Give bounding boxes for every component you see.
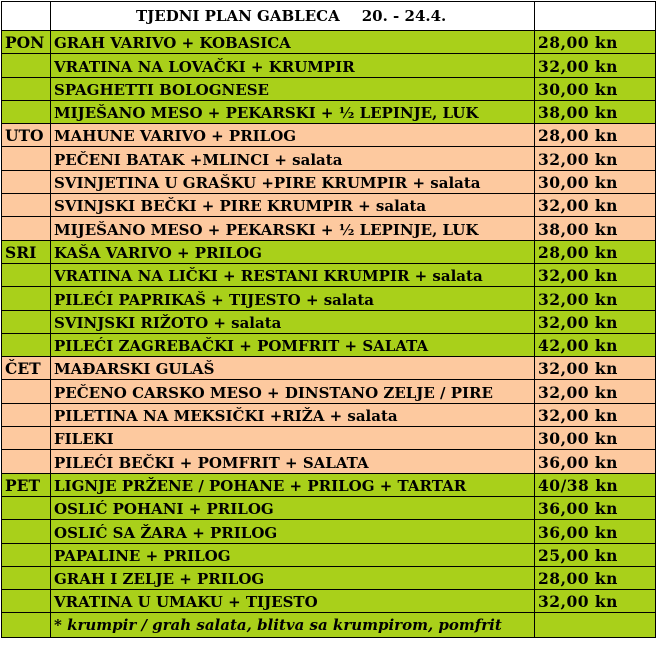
- dish-name: OSLIĆ SA ŽARA + PRILOG: [51, 520, 535, 543]
- dish-name: PILEĆI PAPRIKAŠ + TIJESTO + salata: [51, 287, 535, 310]
- menu-row: [2, 427, 656, 450]
- dish-price: 36,00 kn: [535, 450, 656, 473]
- menu-row: [2, 310, 656, 333]
- footer-price-cell: [535, 613, 656, 638]
- day-cell: [2, 310, 51, 333]
- menu-row: [2, 496, 656, 519]
- day-cell: [2, 100, 51, 123]
- menu-row: [2, 100, 656, 123]
- dish-price: 36,00 kn: [535, 520, 656, 543]
- dish-price: 25,00 kn: [535, 543, 656, 566]
- dish-name: PILEĆI ZAGREBAČKI + POMFRIT + SALATA: [51, 333, 535, 356]
- header-day-cell: [2, 2, 51, 31]
- dish-name: OSLIĆ POHANI + PRILOG: [51, 496, 535, 519]
- day-cell: [2, 450, 51, 473]
- day-cell: [2, 77, 51, 100]
- menu-row: [2, 333, 656, 356]
- dish-name: VRATINA NA LIČKI + RESTANI KRUMPIR + salata: [51, 263, 535, 286]
- menu-title: TJEDNI PLAN GABLECA: [136, 7, 340, 25]
- dish-price: 36,00 kn: [535, 496, 656, 519]
- dish-price: 32,00 kn: [535, 263, 656, 286]
- menu-dates: 20. - 24.4.: [361, 7, 447, 25]
- day-cell: [2, 427, 51, 450]
- header-row: [2, 2, 656, 31]
- day-cell: UTO: [2, 124, 51, 147]
- menu-row: [2, 287, 656, 310]
- dish-name: SVINJETINA U GRAŠKU +PIRE KRUMPIR + salata: [51, 170, 535, 193]
- day-cell: [2, 194, 51, 217]
- dish-price: 32,00 kn: [535, 590, 656, 613]
- dish-price: 28,00 kn: [535, 566, 656, 589]
- footer-row: [2, 613, 656, 638]
- dish-name: PEČENO CARSKO MESO + DINSTANO ZELJE / PIRE: [51, 380, 535, 403]
- header-title-cell: [51, 2, 535, 31]
- dish-name: KAŠA VARIVO + PRILOG: [51, 240, 535, 263]
- day-cell: PON: [2, 31, 51, 54]
- dish-name: MAĐARSKI GULAŠ: [51, 357, 535, 380]
- day-cell: ČET: [2, 357, 51, 380]
- dish-price: 40/38 kn: [535, 473, 656, 496]
- dish-price: 32,00 kn: [535, 310, 656, 333]
- dish-name: PEČENI BATAK +MLINCI + salata: [51, 147, 535, 170]
- dish-name: GRAH I ZELJE + PRILOG: [51, 566, 535, 589]
- menu-row: [2, 124, 656, 147]
- dish-price: 32,00 kn: [535, 194, 656, 217]
- menu-row: [2, 54, 656, 77]
- menu-row: [2, 240, 656, 263]
- dish-price: 32,00 kn: [535, 380, 656, 403]
- dish-price: 42,00 kn: [535, 333, 656, 356]
- day-cell: [2, 520, 51, 543]
- footer-day-cell: [2, 613, 51, 638]
- day-cell: [2, 170, 51, 193]
- day-cell: [2, 496, 51, 519]
- menu-row: [2, 217, 656, 240]
- header-price-cell: [535, 2, 656, 31]
- dish-price: 38,00 kn: [535, 217, 656, 240]
- menu-row: [2, 403, 656, 426]
- dish-price: 32,00 kn: [535, 54, 656, 77]
- menu-row: [2, 77, 656, 100]
- menu-row: [2, 263, 656, 286]
- menu-row: [2, 194, 656, 217]
- dish-name: SVINJSKI BEČKI + PIRE KRUMPIR + salata: [51, 194, 535, 217]
- dish-price: 30,00 kn: [535, 77, 656, 100]
- weekly-menu-table: [1, 1, 656, 638]
- dish-name: VRATINA NA LOVAČKI + KRUMPIR: [51, 54, 535, 77]
- day-cell: [2, 263, 51, 286]
- dish-price: 38,00 kn: [535, 100, 656, 123]
- dish-name: FILEKI: [51, 427, 535, 450]
- dish-name: MIJEŠANO MESO + PEKARSKI + ½ LEPINJE, LUK: [51, 217, 535, 240]
- dish-price: 32,00 kn: [535, 357, 656, 380]
- dish-name: MAHUNE VARIVO + PRILOG: [51, 124, 535, 147]
- menu-row: [2, 566, 656, 589]
- day-cell: [2, 287, 51, 310]
- dish-name: PAPALINE + PRILOG: [51, 543, 535, 566]
- dish-price: 30,00 kn: [535, 170, 656, 193]
- day-cell: [2, 54, 51, 77]
- menu-body: [2, 2, 656, 638]
- day-cell: [2, 590, 51, 613]
- menu-row: [2, 147, 656, 170]
- day-cell: [2, 147, 51, 170]
- menu-row: [2, 450, 656, 473]
- menu-row: [2, 473, 656, 496]
- menu-row: [2, 590, 656, 613]
- dish-name: LIGNJE PRŽENE / POHANE + PRILOG + TARTAR: [51, 473, 535, 496]
- dish-name: PILETINA NA MEKSIČKI +RIŽA + salata: [51, 403, 535, 426]
- dish-name: MIJEŠANO MESO + PEKARSKI + ½ LEPINJE, LUK: [51, 100, 535, 123]
- day-cell: [2, 566, 51, 589]
- dish-name: PILEĆI BEČKI + POMFRIT + SALATA: [51, 450, 535, 473]
- menu-row: [2, 31, 656, 54]
- dish-price: 28,00 kn: [535, 31, 656, 54]
- dish-price: 32,00 kn: [535, 287, 656, 310]
- day-cell: [2, 333, 51, 356]
- menu-sheet: [1, 1, 656, 638]
- dish-name: SPAGHETTI BOLOGNESE: [51, 77, 535, 100]
- menu-row: [2, 520, 656, 543]
- side-dish-note: * krumpir / grah salata, blitva sa krumpirom, pomfrit: [51, 613, 535, 638]
- dish-price: 32,00 kn: [535, 147, 656, 170]
- menu-row: [2, 357, 656, 380]
- dish-name: GRAH VARIVO + KOBASICA: [51, 31, 535, 54]
- dish-price: 28,00 kn: [535, 124, 656, 147]
- dish-price: 30,00 kn: [535, 427, 656, 450]
- dish-price: 32,00 kn: [535, 403, 656, 426]
- dish-price: 28,00 kn: [535, 240, 656, 263]
- day-cell: [2, 403, 51, 426]
- day-cell: [2, 380, 51, 403]
- menu-row: [2, 543, 656, 566]
- day-cell: PET: [2, 473, 51, 496]
- dish-name: VRATINA U UMAKU + TIJESTO: [51, 590, 535, 613]
- dish-name: SVINJSKI RIŽOTO + salata: [51, 310, 535, 333]
- menu-row: [2, 170, 656, 193]
- menu-row: [2, 380, 656, 403]
- day-cell: [2, 543, 51, 566]
- day-cell: SRI: [2, 240, 51, 263]
- day-cell: [2, 217, 51, 240]
